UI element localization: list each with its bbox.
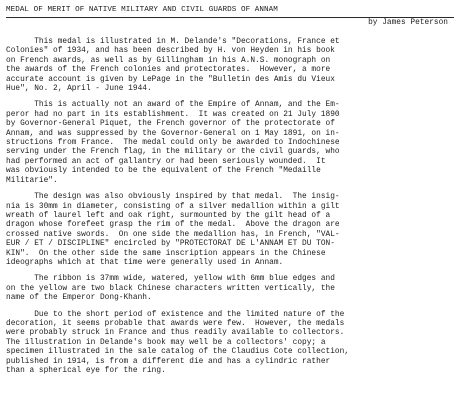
paragraph-line: serving under the French flag, in the military or the civil guards, who — [6, 148, 340, 157]
paragraph-line: than a spherical eye for the ring. — [6, 367, 166, 375]
paragraph-line: peror had no part in its establishment. It was created on 21 July 1890 — [6, 110, 340, 119]
paragraph-line: This is actually not an award of the Empire of Annam, and the Em- — [6, 101, 340, 110]
paragraph-line: The design was also obviously inspired by that medal. The insig- — [6, 193, 340, 202]
article-byline: by James Peterson — [368, 19, 448, 27]
paragraph-line: was obviously intended to be the equivalent of the French "Medaille — [6, 167, 321, 176]
paragraph-line: ideographs which at that time were generally used in Annam. — [6, 258, 284, 267]
paragraph-line: by Governor-General Piquet, the French governor of the protectorate of — [6, 120, 335, 129]
paragraph-line: Colonies" of 1934, and has been described by H. von Heyden in his book — [6, 47, 335, 56]
paragraph-line: accurate account is given by LePage in the "Bulletin des Amis du Vieux — [6, 75, 335, 84]
paragraph-3 — [6, 193, 454, 268]
paragraph-line: dragon whose forefeet grasp the rim of the medal. Above the dragon are — [6, 221, 340, 230]
article-title: MEDAL OF MERIT OF NATIVE MILITARY AND CIVIL GUARDS OF ANNAM — [6, 6, 278, 14]
spacer — [6, 304, 454, 311]
paragraph-line: This medal is illustrated in M. Delande's "Decorations, France et — [6, 38, 340, 46]
paragraph-line: were probably struck in France and thus readily available to collectors. — [6, 329, 345, 338]
paragraph-line: Militarie". — [6, 176, 58, 185]
paragraph-line: EUR / ET / DISCIPLINE" encircled by "PROTECTORAT DE L'ANNAM ET DU TON- — [6, 240, 335, 249]
paragraph-line: nia is 30mm in diameter, consisting of a silver medallion within a gilt — [6, 202, 340, 211]
spacer — [6, 29, 454, 38]
paragraph-5 — [6, 311, 454, 377]
spacer — [6, 94, 454, 101]
paragraph-line: The illustration in Delande's book may well be a collectors' copy; a — [6, 338, 326, 347]
paragraph-line: had performed an act of gallantry or had been seriously wounded. It — [6, 157, 326, 166]
paragraph-4 — [6, 275, 454, 303]
title-row — [6, 6, 454, 18]
paragraph-line: KIN". On the other side the same inscription appears in the Chinese — [6, 249, 326, 258]
paragraph-line: the awards of the French colonies and protectorates. However, a more — [6, 66, 331, 75]
paragraph-line: The ribbon is 37mm wide, watered, yellow with 6mm blue edges and — [6, 275, 335, 284]
paragraph-line: on the yellow are two black Chinese characters written vertically, the — [6, 284, 335, 293]
spacer — [6, 268, 454, 275]
paragraph-line: on French awards, as well as by Gillingham in his A.N.S. monograph on — [6, 56, 331, 65]
paragraph-1 — [6, 38, 454, 94]
paragraph-line: wreath of laurel left and oak right, surmounted by the gilt head of a — [6, 211, 331, 220]
paragraph-line: Hue", No. 2, April - June 1944. — [6, 85, 152, 94]
paragraph-line: Due to the short period of existence and the limited nature of the — [6, 310, 345, 319]
paragraph-line: specimen illustrated in the sale catalog of the Claudius Cote collection, — [6, 348, 350, 357]
paragraph-line: Annam, and was suppressed by the Governor-General on 1 May 1891, on in- — [6, 129, 340, 138]
paragraph-line: crossed native swords. On one side the medallion has, in French, "VAL- — [6, 230, 340, 239]
paragraph-line: decoration, it seems probable that awards were few. However, the medals — [6, 319, 345, 328]
paragraph-line: name of the Emperor Dong-Khanh. — [6, 294, 152, 303]
spacer — [6, 186, 454, 193]
paragraph-2 — [6, 101, 454, 186]
byline-row — [6, 18, 454, 29]
paragraph-line: published in 1914, is from a different die and has a cylindric rather — [6, 357, 331, 366]
paragraph-line: structions from France. The medal could only be awarded to Indochinese — [6, 139, 340, 148]
